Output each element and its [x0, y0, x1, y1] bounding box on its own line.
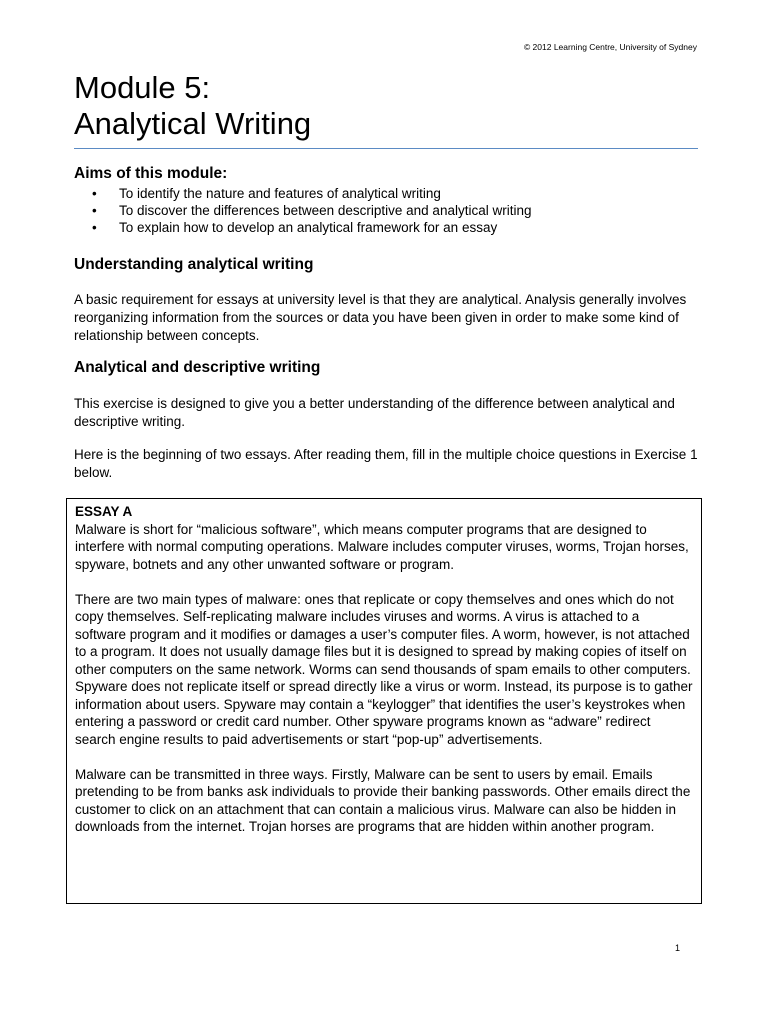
essay-a-title: ESSAY A	[75, 504, 133, 519]
copyright-notice: © 2012 Learning Centre, University of Sydney	[523, 42, 697, 52]
list-item: • To explain how to develop an analytical framework for an essay	[92, 219, 531, 236]
essays-instruction-paragraph: Here is the beginning of two essays. After reading them, fill in the multiple choice questions in Exercise 1 below.	[74, 447, 698, 480]
title-line-module: Module 5:	[74, 70, 211, 105]
exercise-intro-paragraph: This exercise is designed to give you a better understanding of the difference between analytical and descriptive writing.	[74, 396, 675, 429]
aims-heading: Aims of this module:	[74, 165, 228, 182]
section-heading-analytical-descriptive: Analytical and descriptive writing	[74, 359, 321, 376]
essay-a-box	[66, 498, 702, 904]
section-heading-understanding: Understanding analytical writing	[74, 256, 314, 273]
list-item: • To discover the differences between descriptive and analytical writing	[92, 202, 531, 219]
page-number: 1	[674, 943, 680, 953]
page-title	[74, 70, 698, 149]
essay-a-paragraph: Malware can be transmitted in three ways. Firstly, Malware can be sent to users by email. Emails pretending to be from banks ask individuals to provide their banking passwords. Other emails direct the customer to click on an attachment that can contain a malicious virus. Malware can also be hidden in downloads from the internet. Trojan horses are programs that are hidden within another program.	[75, 766, 691, 834]
essay-a-paragraph: Malware is short for “malicious software”, which means computer programs that are designed to interfere with normal computing operations. Malware includes computer viruses, worms, Trojan horses, spyware, botnets and any other unwanted software or program.	[75, 521, 689, 572]
list-item: • To identify the nature and features of analytical writing	[92, 185, 531, 202]
understanding-paragraph: A basic requirement for essays at university level is that they are analytical. Analysis generally involves reorganizing information from the sources or data you have been given in order to make some kind of relationship between concepts.	[74, 292, 687, 343]
aims-list	[92, 185, 531, 236]
title-line-topic: Analytical Writing	[74, 106, 312, 141]
essay-a-paragraph: There are two main types of malware: ones that replicate or copy themselves and ones which do not copy themselves. Self-replicating malware includes viruses and worms. A virus is attached to a software program and it modifies or damages a user’s computer files. A worm, however, is not attached to a program. It does not usually damage files but it is designed to spread by making copies of itself on other computers on the same network. Worms can send thousands of spam emails to other computers. Spyware does not replicate itself or spread directly like a virus or worm. Instead, its purpose is to gather information about users. Spyware may contain a “keylogger” that identifies the user’s keystrokes when entering a password or credit card number. Other spyware programs known as “adware” redirect search engine results to paid advertisements or start “pop-up” advertisements.	[75, 591, 693, 747]
